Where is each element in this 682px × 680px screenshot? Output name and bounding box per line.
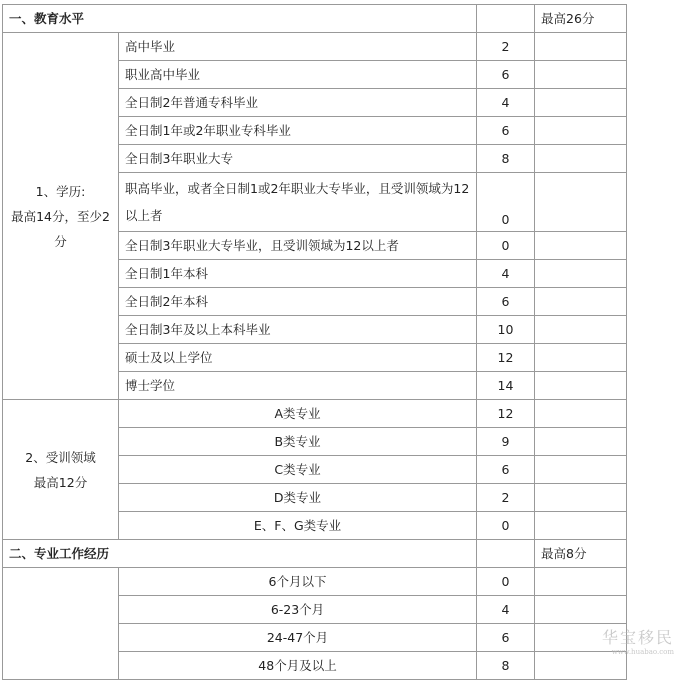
row-score: 4 <box>477 260 535 288</box>
empty-cell <box>535 400 627 428</box>
row-score: 0 <box>477 232 535 260</box>
empty-cell <box>535 456 627 484</box>
row-score: 6 <box>477 456 535 484</box>
empty-cell <box>535 61 627 89</box>
row-label: 全日制3年职业大专毕业，且受训领域为12以上者 <box>119 232 477 260</box>
section-title-education: 一、教育水平 <box>3 5 477 33</box>
group-training-line1: 2、受训领域 <box>25 449 96 465</box>
table-row <box>3 400 627 428</box>
row-score: 8 <box>477 652 535 680</box>
row-label: 全日制1年本科 <box>119 260 477 288</box>
row-label: 全日制3年及以上本科毕业 <box>119 316 477 344</box>
table-row <box>3 568 627 596</box>
empty-cell <box>535 316 627 344</box>
row-score: 12 <box>477 344 535 372</box>
empty-group-cell <box>3 568 119 680</box>
group-label-degree <box>3 33 119 400</box>
section-max-experience: 最高8分 <box>535 540 627 568</box>
watermark-sub: www.huabao.com <box>611 648 674 656</box>
empty-cell <box>535 89 627 117</box>
row-score: 0 <box>477 568 535 596</box>
empty-cell <box>535 173 627 232</box>
row-label: 6-23个月 <box>119 596 477 624</box>
empty-cell <box>535 512 627 540</box>
row-score: 9 <box>477 428 535 456</box>
row-score: 2 <box>477 33 535 61</box>
group-degree-line2: 最高14分，至少2 <box>11 208 110 224</box>
group-training-line2: 最高12分 <box>33 474 88 490</box>
group-degree-line1: 1、学历: <box>35 183 86 199</box>
empty-cell <box>535 145 627 173</box>
section-header-education <box>3 5 627 33</box>
row-label: D类专业 <box>119 484 477 512</box>
row-label: 48个月及以上 <box>119 652 477 680</box>
row-label: 全日制2年本科 <box>119 288 477 316</box>
row-score: 8 <box>477 145 535 173</box>
empty-cell <box>535 260 627 288</box>
empty-cell <box>535 484 627 512</box>
row-label: 全日制1年或2年职业专科毕业 <box>119 117 477 145</box>
row-label: 职业高中毕业 <box>119 61 477 89</box>
empty-cell <box>477 5 535 33</box>
table-row <box>3 33 627 61</box>
section-title-experience: 二、专业工作经历 <box>3 540 477 568</box>
row-score: 0 <box>477 173 535 232</box>
row-score: 6 <box>477 117 535 145</box>
row-score: 2 <box>477 484 535 512</box>
group-label-training <box>3 400 119 540</box>
points-table <box>2 4 627 680</box>
row-score: 12 <box>477 400 535 428</box>
empty-cell <box>535 33 627 61</box>
row-label: 职高毕业，或者全日制1或2年职业大专毕业，且受训领域为12以上者 <box>119 173 477 232</box>
row-score: 6 <box>477 288 535 316</box>
row-label: 6个月以下 <box>119 568 477 596</box>
row-score: 14 <box>477 372 535 400</box>
row-label: E、F、G类专业 <box>119 512 477 540</box>
group-degree-line3: 分 <box>54 233 67 249</box>
row-label: B类专业 <box>119 428 477 456</box>
row-label: 全日制2年普通专科毕业 <box>119 89 477 117</box>
empty-cell <box>535 568 627 596</box>
empty-cell <box>477 540 535 568</box>
row-label: 高中毕业 <box>119 33 477 61</box>
empty-cell <box>535 232 627 260</box>
watermark-logo <box>602 625 674 656</box>
row-label: 硕士及以上学位 <box>119 344 477 372</box>
section-header-experience <box>3 540 627 568</box>
empty-cell <box>535 288 627 316</box>
row-score: 10 <box>477 316 535 344</box>
empty-cell <box>535 117 627 145</box>
empty-cell <box>535 372 627 400</box>
row-label: 全日制3年职业大专 <box>119 145 477 173</box>
section-max-education: 最高26分 <box>535 5 627 33</box>
empty-cell <box>535 428 627 456</box>
row-score: 4 <box>477 596 535 624</box>
watermark-text: 华宝移民 <box>601 628 674 647</box>
row-score: 6 <box>477 61 535 89</box>
row-label: 24-47个月 <box>119 624 477 652</box>
row-score: 4 <box>477 89 535 117</box>
row-score: 6 <box>477 624 535 652</box>
row-score: 0 <box>477 512 535 540</box>
empty-cell <box>535 596 627 624</box>
row-label: A类专业 <box>119 400 477 428</box>
row-label: C类专业 <box>119 456 477 484</box>
row-label: 博士学位 <box>119 372 477 400</box>
empty-cell <box>535 344 627 372</box>
